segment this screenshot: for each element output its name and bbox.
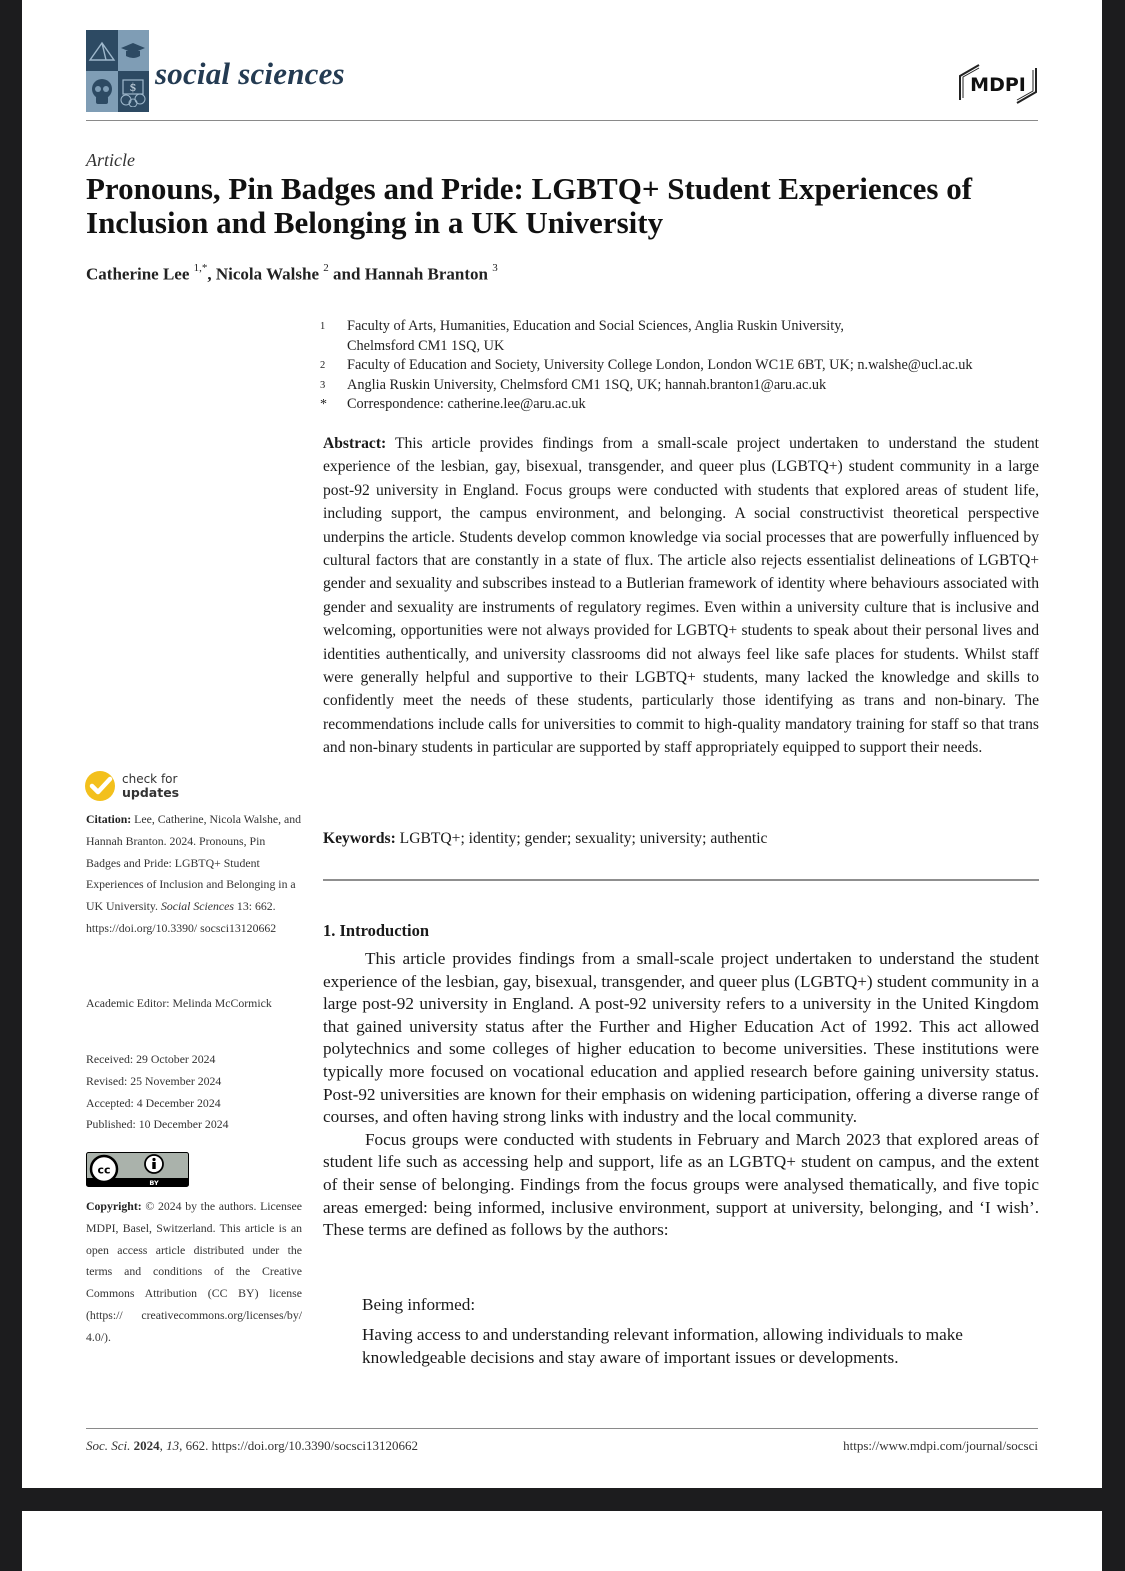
author-name: Catherine Lee xyxy=(86,264,190,284)
paragraph: This article provides findings from a small-scale project undertaken to understand the student experience of the lesbian, gay, bisexual, transgender, and queer plus (LGBTQ+) student community in a large post-92 university in England. A post-92 university refers to a university in the United Kingdom that gained university status after the Further and Higher Education Act of 1992. This act allowed polytechnics and some colleges of higher education to become universities. These institutions were typically more focused on vocational education and applied research before gaining university status. Post-92 universities are known for their emphasis on widening participation, offering a diverse range of courses, and often having strong links with industry and the local community. xyxy=(323,949,1039,1127)
correspondence: * Correspondence: catherine.lee@aru.ac.uk xyxy=(320,396,586,412)
date-published: Published: 10 December 2024 xyxy=(86,1117,229,1132)
citation: Citation: Lee, Catherine, Nicola Walshe, and Hannah Branton. 2024. Pronouns, Pin Badges and Pride: LGBTQ+ Student Experiences of Inclusion and Belonging in a UK University. Social Sciences 13: 662. https://doi.org/10.3390/ socsci13120662 xyxy=(86,812,302,935)
check-for-updates-button[interactable]: check for updates xyxy=(84,770,179,802)
pdf-page-1 xyxy=(22,0,1102,1488)
section-heading: 1. Introduction xyxy=(323,921,430,940)
academic-editor: Academic Editor: Melinda McCormick xyxy=(86,996,272,1010)
affiliation-item: 2 Faculty of Education and Society, University College London, London WC1E 6BT, UK; n.walshe@ucl.ac.uk xyxy=(320,357,973,373)
abstract xyxy=(323,432,1039,760)
introduction-body xyxy=(323,948,1039,1242)
affiliations xyxy=(320,317,1060,415)
definition-text: Having access to and understanding relevant information, allowing individuals to make knowledgeable decisions and stay aware of important issues or developments. xyxy=(362,1325,963,1367)
journal-name: social sciences xyxy=(155,56,345,91)
mdpi-logo-text: MDPI xyxy=(970,74,1026,96)
pdf-page-2 xyxy=(22,1511,1102,1571)
footer-journal-url[interactable]: https://www.mdpi.com/journal/socsci xyxy=(843,1438,1038,1453)
keywords-label: Keywords: xyxy=(323,830,396,847)
date-received: Received: 29 October 2024 xyxy=(86,1052,216,1066)
author-affiliation-mark: 1,* xyxy=(193,262,208,274)
abstract-label: Abstract: xyxy=(323,435,387,452)
footer-citation: Soc. Sci. 2024, 13, 662. https://doi.org/10.3390/socsci13120662 xyxy=(86,1438,418,1453)
date-accepted: Accepted: 4 December 2024 xyxy=(86,1095,221,1110)
copyright-notice: Copyright: © 2024 by the authors. Licensee MDPI, Basel, Switzerland. This article is an open access article distributed under the terms and conditions of the Creative Commons Attribution (CC BY) license (https:// creativecommons.org/licenses/by/ 4.0/). xyxy=(86,1199,302,1344)
publication-dates xyxy=(86,1049,302,1136)
cc-by-license-icon[interactable] xyxy=(86,1152,189,1187)
footer-divider xyxy=(86,1428,1038,1429)
author-list: Catherine Lee $^{1,*}$, Nicola Walshe $^2$ and Hannah Branton $^3$ xyxy=(86,262,498,284)
affiliation-item: 1 Faculty of Arts, Humanities, Education and Social Sciences, Anglia Ruskin University, Chelmsford CM1 1SQ, UK xyxy=(320,318,845,354)
affiliation-item: 3 Anglia Ruskin University, Chelmsford CM1 1SQ, UK; hannah.branton1@aru.ac.uk xyxy=(320,376,827,393)
svg-text:$: $ xyxy=(129,80,137,94)
footer-doi-link[interactable]: , 662. https://doi.org/10.3390/socsci13120662 xyxy=(179,1438,418,1453)
author-name: Hannah Branton xyxy=(364,264,488,284)
check-updates-icon xyxy=(84,770,116,802)
article-type: Article xyxy=(86,150,135,170)
keywords-text: LGBTQ+; identity; gender; sexuality; university; authentic xyxy=(399,830,768,847)
author-affiliation-mark: 3 xyxy=(492,262,498,274)
date-revised: Revised: 25 November 2024 xyxy=(86,1073,222,1088)
mdpi-logo xyxy=(957,62,1039,106)
keywords xyxy=(323,830,1039,848)
paragraph: Focus groups were conducted with students in February and March 2023 that explored areas of student life such as accessing help and support, life as an LGBTQ+ student on campus, and the extent of their sense of belonging. Findings from the focus groups were analysed thematically, and five topic areas emerged: being informed, inclusive environment, support at university, belonging, and ‘I wish’. These terms are defined as follows by the authors: xyxy=(323,1129,1039,1240)
author-affiliation-mark: 2 xyxy=(323,262,329,274)
header-divider xyxy=(86,120,1038,121)
social-sciences-logo-icon xyxy=(86,30,149,112)
definition-term: Being informed: xyxy=(362,1295,476,1314)
svg-text:cc: cc xyxy=(97,1163,111,1177)
article-title: Pronouns, Pin Badges and Pride: LGBTQ+ Student Experiences of Inclusion and Belonging in a UK University xyxy=(86,171,973,240)
svg-text:BY: BY xyxy=(149,1179,159,1187)
abstract-text: This article provides findings from a small-scale project undertaken to understand the student experience of the lesbian, gay, bisexual, transgender, and queer plus (LGBTQ+) student community in a large post-92 university in England. Focus groups were conducted with students that explored areas of student life, including support, the campus environment, and belonging. A social constructivist theoretical perspective underpins the article. Students develop common knowledge via social processes that are powerfully influenced by cultural factors that are constantly in a state of flux. The article also rejects essentialist delineations of LGBTQ+ gender and sexuality and subscribes instead to a Butlerian framework of identity where behaviours associated with gender and sexuality are instruments of regulatory regimes. Even within a university culture that is inclusive and welcoming, opportunities were not always provided for LGBTQ+ students to speak about their personal lives and identities authentically, and university classrooms did not always feel like safe places for students. Whilst staff were generally helpful and supportive to their LGBTQ+ students, many lacked the knowledge and skills to confidently meet the needs of these students, particularly those identifying as trans and non-binary. The recommendations include calls for universities to commit to high-quality mandatory training for staff so that trans and non-binary students in particular are supported by staff appropriately equipped to support their needs. xyxy=(323,435,1039,757)
author-name: Nicola Walshe xyxy=(215,264,320,284)
section-divider xyxy=(323,879,1039,881)
